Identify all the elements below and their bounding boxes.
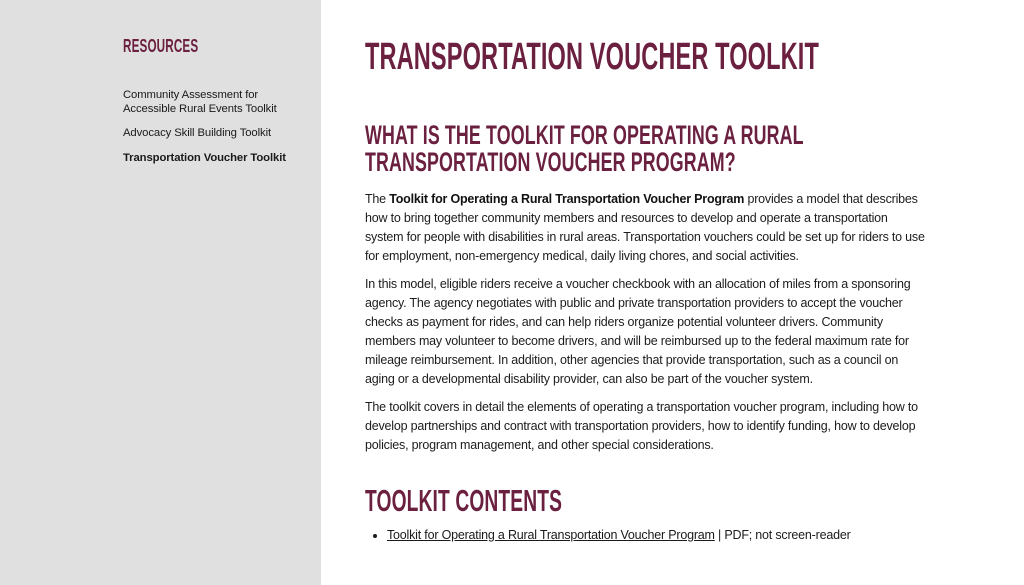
main-content (365, 0, 925, 545)
sidebar-item-advocacy-skill-building-toolkit[interactable]: Advocacy Skill Building Toolkit (123, 127, 272, 139)
sidebar-item-community-assessment-toolkit[interactable]: Community Assessment for Accessible Rural Events Toolkit (123, 89, 277, 115)
paragraph-toolkit-covers: The toolkit covers in detail the elements of operating a transportation voucher program, including how to develop partnerships and contract with transportation providers, how to identify funding, how to develop policies, program management, and other special considerations. (365, 400, 918, 452)
sidebar (0, 0, 321, 585)
paragraph-intro-bold-title: Toolkit for Operating a Rural Transportation Voucher Program (389, 192, 745, 206)
sidebar-resources-heading-text: RESOURCES (123, 36, 199, 56)
paragraph-voucher-model: In this model, eligible riders receive a voucher checkbook with an allocation of miles from a sponsoring agency. The agency negotiates with public and private transportation providers to accept the voucher checks as payment for rides, and can help riders organize potential volunteer drivers. Community members may volunteer to become drivers, and will be reimbursed up to the federal maximum rate for mileage reimbursement. In addition, other agencies that provide transportation, such as a council on aging or a developmental disability provider, can also be part of the voucher system. (365, 277, 911, 386)
sidebar-nav (123, 89, 305, 165)
sidebar-item-transportation-voucher-toolkit[interactable]: Transportation Voucher Toolkit (123, 151, 286, 164)
page-title (365, 38, 925, 76)
toolkit-contents-list-item (387, 526, 925, 545)
paragraph-intro-prefix: The (365, 192, 390, 206)
toolkit-pdf-format-note: | PDF; not screen-reader (714, 528, 851, 542)
section-heading-what-is-toolkit: WHAT IS THE TOOLKIT FOR OPERATING A RURAL TRANSPORTATION VOUCHER PROGRAM? (365, 120, 804, 177)
sidebar-resources-heading (123, 36, 305, 56)
paragraph-toolkit-intro (365, 190, 925, 266)
section-heading-toolkit-contents (365, 485, 925, 516)
section-heading-toolkit-contents-text: TOOLKIT CONTENTS (365, 483, 563, 518)
toolkit-pdf-link[interactable]: Toolkit for Operating a Rural Transportation Voucher Program (387, 528, 715, 542)
paragraph-intro-rest: provides a model that describes how to bring together community members and resources to develop and operate a transportation system for people with disabilities in rural areas. Transportation vouchers could be set up for riders to use for employment, non-emergency medical, daily living chores, and social activities. (365, 192, 925, 263)
page-title-text: TRANSPORTATION VOUCHER TOOLKIT (365, 36, 819, 78)
toolkit-contents-list (365, 526, 925, 545)
